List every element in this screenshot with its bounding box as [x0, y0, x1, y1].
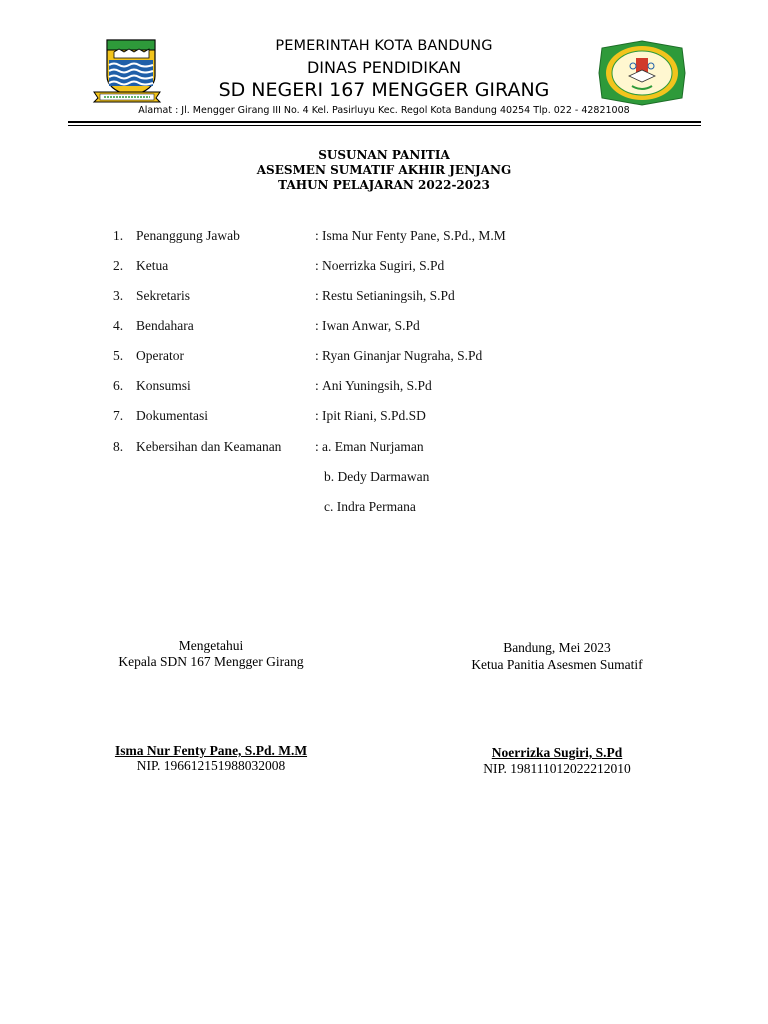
row-colon: :: [315, 258, 319, 273]
committee-sub-member: b. Dedy Darmawan: [324, 469, 430, 484]
row-role: Kebersihan dan Keamanan: [136, 439, 282, 454]
committee-row: [0, 408, 768, 428]
row-number: 6.: [113, 378, 124, 393]
letterhead-agency: DINAS PENDIDIKAN: [306, 58, 462, 77]
row-number: 3.: [113, 288, 124, 303]
row-colon: :: [315, 228, 319, 243]
row-number: 8.: [113, 439, 124, 454]
row-role: Konsumsi: [136, 378, 191, 393]
row-number: 1.: [113, 228, 124, 243]
signature-right-nip: NIP. 198111012022212010: [483, 761, 631, 776]
signature-left-heading: Mengetahui: [178, 638, 244, 653]
committee-row: [0, 258, 768, 278]
row-colon: :: [315, 408, 319, 423]
committee-row: [0, 228, 768, 248]
row-name: Noerrizka Sugiri, S.Pd: [322, 258, 445, 273]
document-title: SUSUNAN PANITIA: [318, 148, 450, 162]
committee-sub-member: c. Indra Permana: [324, 499, 416, 514]
row-role: Sekretaris: [136, 288, 190, 303]
row-name: Iwan Anwar, S.Pd: [322, 318, 420, 333]
signature-left-nip: NIP. 196612151988032008: [136, 758, 286, 773]
row-name: Ani Yuningsih, S.Pd: [322, 378, 432, 393]
document-subtitle: ASESMEN SUMATIF AKHIR JENJANG: [256, 163, 512, 177]
signature-left-name: Isma Nur Fenty Pane, S.Pd. M.M: [114, 743, 308, 758]
committee-row: [0, 288, 768, 308]
row-number: 7.: [113, 408, 124, 423]
committee-row: [0, 439, 768, 459]
row-number: 2.: [113, 258, 124, 273]
row-name: Ryan Ginanjar Nugraha, S.Pd: [322, 348, 483, 363]
committee-row: [0, 378, 768, 398]
document-year: TAHUN PELAJARAN 2022-2023: [278, 178, 490, 192]
row-name: Restu Setianingsih, S.Pd: [322, 288, 455, 303]
signature-right-name: Noerrizka Sugiri, S.Pd: [491, 745, 623, 760]
row-role: Operator: [136, 348, 184, 363]
row-role: Dokumentasi: [136, 408, 208, 423]
letterhead-address: Alamat : Jl. Mengger Girang III No. 4 Kel. Pasirluyu Kec. Regol Kota Bandung 40254 Tlp. 022 - 42821008: [138, 105, 630, 116]
row-name: Ipit Riani, S.Pd.SD: [322, 408, 426, 423]
row-name: Isma Nur Fenty Pane, S.Pd., M.M: [322, 228, 506, 243]
committee-row: [0, 348, 768, 368]
signature-right-position: Ketua Panitia Asesmen Sumatif: [471, 657, 643, 672]
committee-row: [0, 318, 768, 338]
row-colon: :: [315, 318, 319, 333]
letterhead-government: PEMERINTAH KOTA BANDUNG: [275, 38, 493, 54]
letterhead-school-name: SD NEGERI 167 MENGGER GIRANG: [218, 79, 550, 101]
row-number: 4.: [113, 318, 124, 333]
row-number: 5.: [113, 348, 124, 363]
row-colon: :: [315, 348, 319, 363]
row-colon: :: [315, 378, 319, 393]
row-role: Bendahara: [136, 318, 194, 333]
row-colon: :: [315, 288, 319, 303]
row-role: Ketua: [136, 258, 169, 273]
letterhead-divider-thin: [68, 125, 701, 126]
row-name: a. Eman Nurjaman: [322, 439, 424, 454]
row-role: Penanggung Jawab: [136, 228, 240, 243]
signature-left-position: Kepala SDN 167 Mengger Girang: [118, 654, 304, 669]
letterhead-divider-thick: [68, 121, 701, 123]
signature-right-place-date: Bandung, Mei 2023: [503, 640, 611, 655]
row-colon: :: [315, 439, 319, 454]
